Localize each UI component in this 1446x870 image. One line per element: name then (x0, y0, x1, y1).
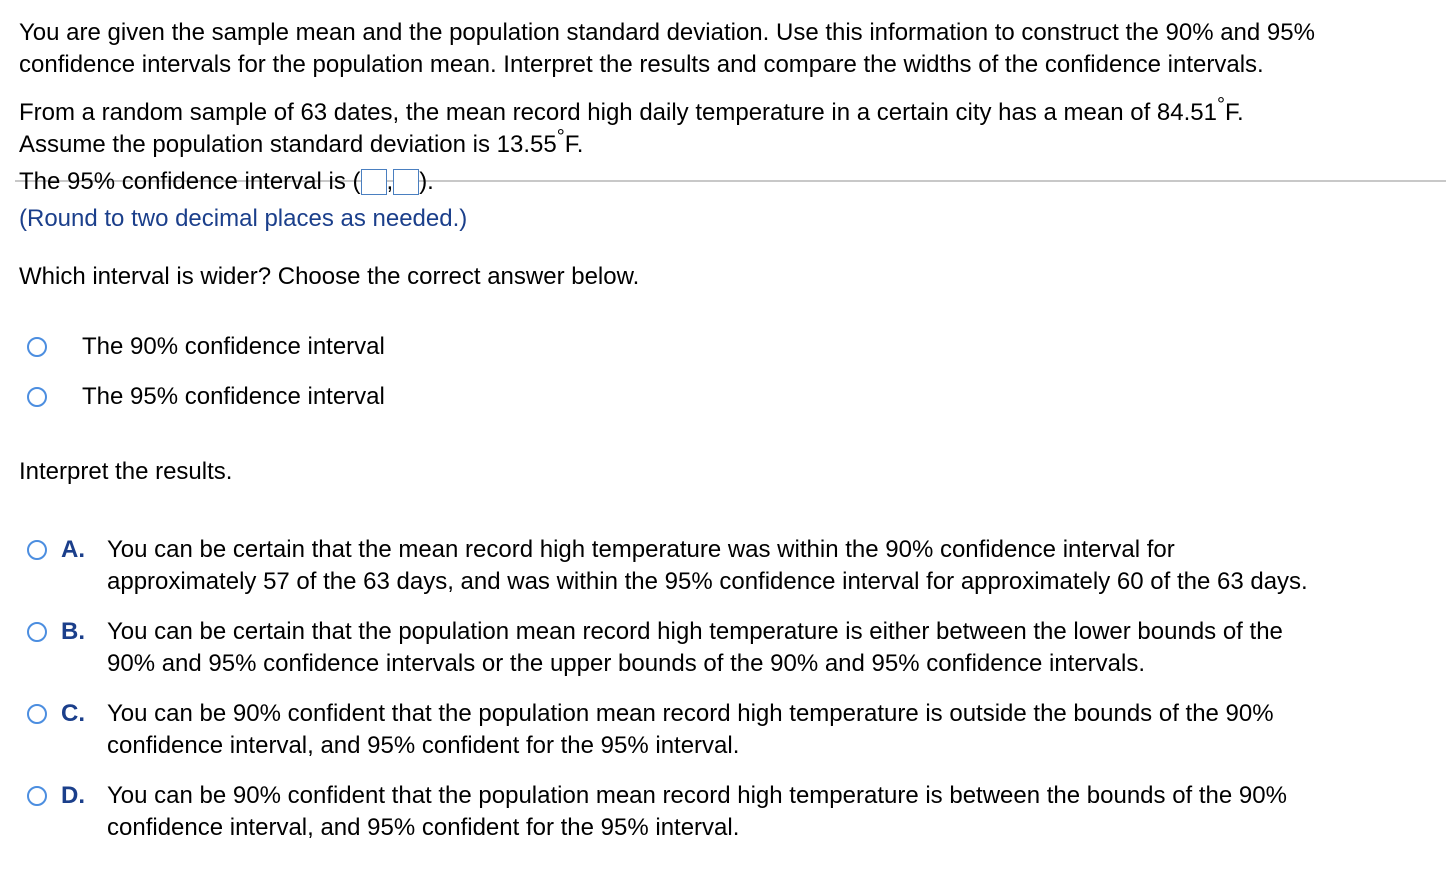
radio-button-icon[interactable] (27, 387, 47, 407)
given-line-1-unit: F. (1224, 99, 1244, 126)
round-hint: (Round to two decimal places as needed.) (19, 205, 468, 232)
radio-button-icon[interactable] (27, 540, 47, 560)
radio-button-icon[interactable] (27, 337, 47, 357)
choice-text-line-2: confidence interval, and 95% confident for the 95% interval. (107, 732, 740, 759)
interpret-question-prompt: Interpret the results. (19, 458, 233, 485)
radio-button-icon[interactable] (27, 704, 47, 724)
given-line-2-text: Assume the population standard deviation is 13.55 (19, 131, 557, 158)
radio-button-icon[interactable] (27, 786, 47, 806)
interval-separator: , (386, 168, 394, 195)
interval-prefix: The 95% confidence interval is ( (19, 168, 361, 195)
problem-statement (19, 17, 1429, 81)
choice-text-line-2: 90% and 95% confidence intervals or the upper bounds of the 90% and 95% confidence intervals. (107, 650, 1146, 677)
interpret-choice-a[interactable] (0, 534, 1446, 598)
given-line-1 (19, 94, 1429, 129)
degree-symbol: ° (1216, 94, 1225, 116)
choice-text-line-2: confidence interval, and 95% confident for the 95% interval. (107, 814, 740, 841)
choice-text-line-1: You can be certain that the mean record high temperature was within the 90% confidence interval for (107, 536, 1175, 563)
wider-option-95-label: The 95% confidence interval (82, 383, 385, 410)
degree-symbol: ° (556, 126, 565, 148)
interval-suffix: ). (419, 168, 434, 195)
interval-answer-row (19, 168, 719, 196)
choice-letter: A. (61, 536, 85, 563)
problem-line-1: You are given the sample mean and the population standard deviation. Use this information to construct the 90% and 95% (19, 19, 1315, 46)
problem-line-2: confidence intervals for the population mean. Interpret the results and compare the widths of the confidence intervals. (19, 51, 1264, 78)
choice-text-line-1: You can be 90% confident that the population mean record high temperature is outside the bounds of the 90% (107, 700, 1274, 727)
interpret-choice-d[interactable] (0, 780, 1446, 844)
lower-bound-input[interactable] (361, 169, 387, 195)
given-line-1-text: From a random sample of 63 dates, the mean record high daily temperature in a certain city has a mean of 84.51 (19, 99, 1217, 126)
wider-question-prompt: Which interval is wider? Choose the correct answer below. (19, 263, 640, 290)
upper-bound-input[interactable] (393, 169, 419, 195)
interpret-choice-c[interactable] (0, 698, 1446, 762)
wider-option-95[interactable] (0, 381, 700, 413)
wider-option-90[interactable] (0, 331, 700, 363)
choice-text-line-1: You can be 90% confident that the population mean record high temperature is between the bounds of the 90% (107, 782, 1287, 809)
radio-button-icon[interactable] (27, 622, 47, 642)
choice-text-line-1: You can be certain that the population mean record high temperature is either between the lower bounds of the (107, 618, 1283, 645)
given-data (19, 94, 1429, 161)
choice-letter: D. (61, 782, 85, 809)
wider-option-90-label: The 90% confidence interval (82, 333, 385, 360)
interpret-choice-b[interactable] (0, 616, 1446, 680)
choice-text-line-2: approximately 57 of the 63 days, and was within the 95% confidence interval for approximately 60 of the 63 days. (107, 568, 1308, 595)
choice-letter: B. (61, 618, 85, 645)
choice-letter: C. (61, 700, 85, 727)
given-line-2-unit: F. (564, 131, 584, 158)
given-line-2 (19, 126, 1429, 161)
